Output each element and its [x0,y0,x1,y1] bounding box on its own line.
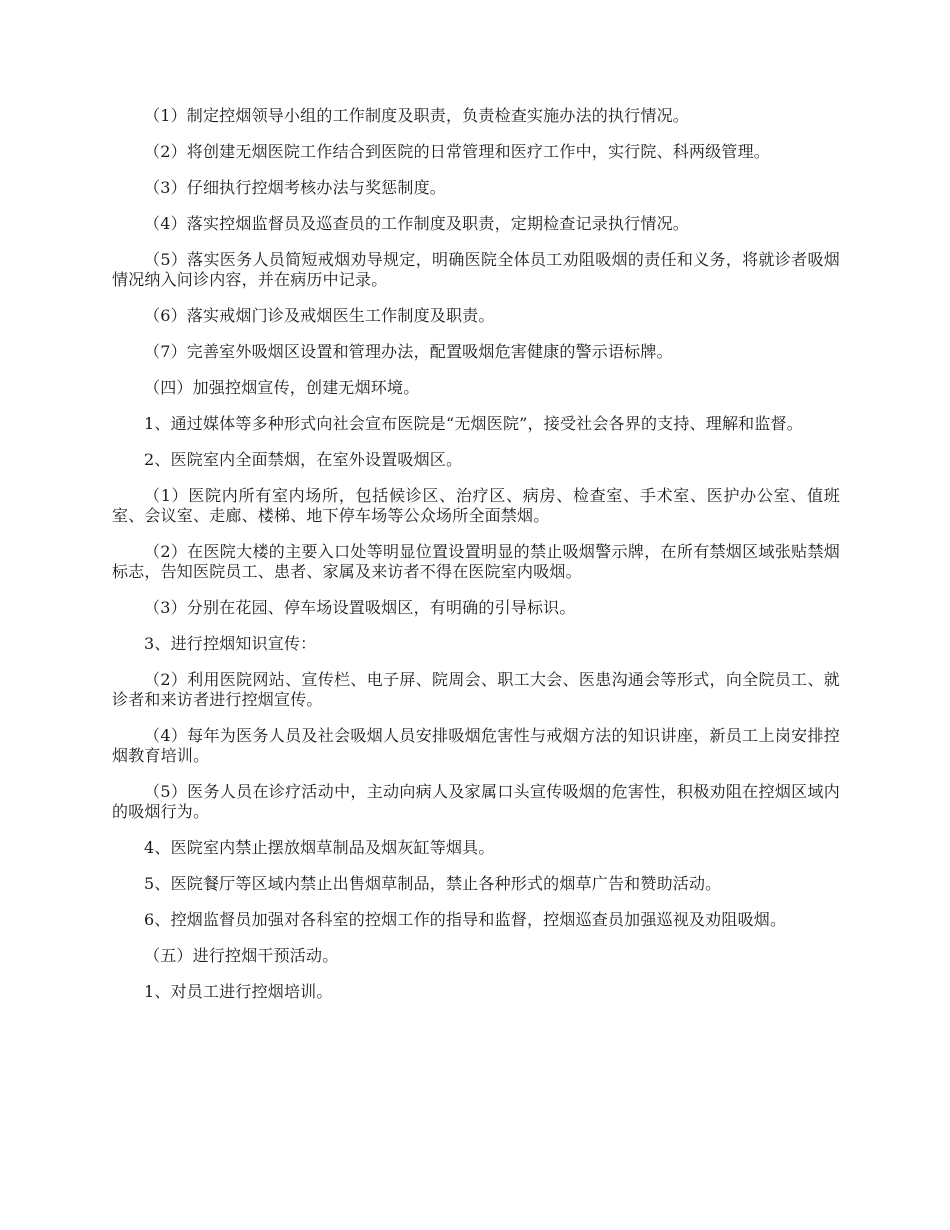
paragraph: （4）落实控烟监督员及巡查员的工作制度及职责，定期检查记录执行情况。 [144,214,689,233]
document-page [112,106,840,1018]
paragraph: （3）分别在花园、停车场设置吸烟区，有明确的引导标识。 [144,598,576,617]
paragraph: （2）利用医院网站、宣传栏、电子屏、院周会、职工大会、医患沟通会等形式，向全院员工、就诊者和来访者进行控烟宣传。 [112,670,840,709]
paragraph: （5）落实医务人员简短戒烟劝导规定，明确医院全体员工劝阻吸烟的责任和义务，将就诊者吸烟情况纳入问诊内容，并在病历中记录。 [112,250,840,289]
paragraph: 2、医院室内全面禁烟，在室外设置吸烟区。 [144,450,463,469]
paragraph: （1）制定控烟领导小组的工作制度及职责，负责检查实施办法的执行情况。 [144,106,689,125]
paragraph: 1、通过媒体等多种形式向社会宣布医院是“无烟医院”，接受社会各界的支持、理解和监督。 [144,414,803,433]
paragraph: 6、控烟监督员加强对各科室的控烟工作的指导和监督，控烟巡查员加强巡视及劝阻吸烟。 [144,910,787,929]
section-heading: （五）进行控烟干预活动。 [144,946,339,965]
paragraph: （4）每年为医务人员及社会吸烟人员安排吸烟危害性与戒烟方法的知识讲座，新员工上岗安排控烟教育培训。 [112,726,840,765]
paragraph: （7）完善室外吸烟区设置和管理办法，配置吸烟危害健康的警示语标牌。 [144,342,673,361]
paragraph: （5）医务人员在诊疗活动中，主动向病人及家属口头宣传吸烟的危害性，积极劝阻在控烟区域内的吸烟行为。 [112,782,840,821]
paragraph: （1）医院内所有室内场所，包括候诊区、治疗区、病房、检查室、手术室、医护办公室、值班室、会议室、走廊、楼梯、地下停车场等公众场所全面禁烟。 [112,486,840,525]
paragraph: 5、医院餐厅等区域内禁止出售烟草制品，禁止各种形式的烟草广告和赞助活动。 [144,874,722,893]
paragraph: （6）落实戒烟门诊及戒烟医生工作制度及职责。 [144,306,495,325]
paragraph: 4、医院室内禁止摆放烟草制品及烟灰缸等烟具。 [144,838,495,857]
section-heading: （四）加强控烟宣传，创建无烟环境。 [144,378,420,397]
paragraph: （3）仔细执行控烟考核办法与奖惩制度。 [144,178,446,197]
paragraph: 1、对员工进行控烟培训。 [144,982,333,1001]
paragraph: 3、进行控烟知识宣传： [144,634,317,653]
paragraph: （2）在医院大楼的主要入口处等明显位置设置明显的禁止吸烟警示牌，在所有禁烟区域张贴禁烟标志，告知医院员工、患者、家属及来访者不得在医院室内吸烟。 [112,542,840,581]
paragraph: （2）将创建无烟医院工作结合到医院的日常管理和医疗工作中，实行院、科两级管理。 [144,142,770,161]
